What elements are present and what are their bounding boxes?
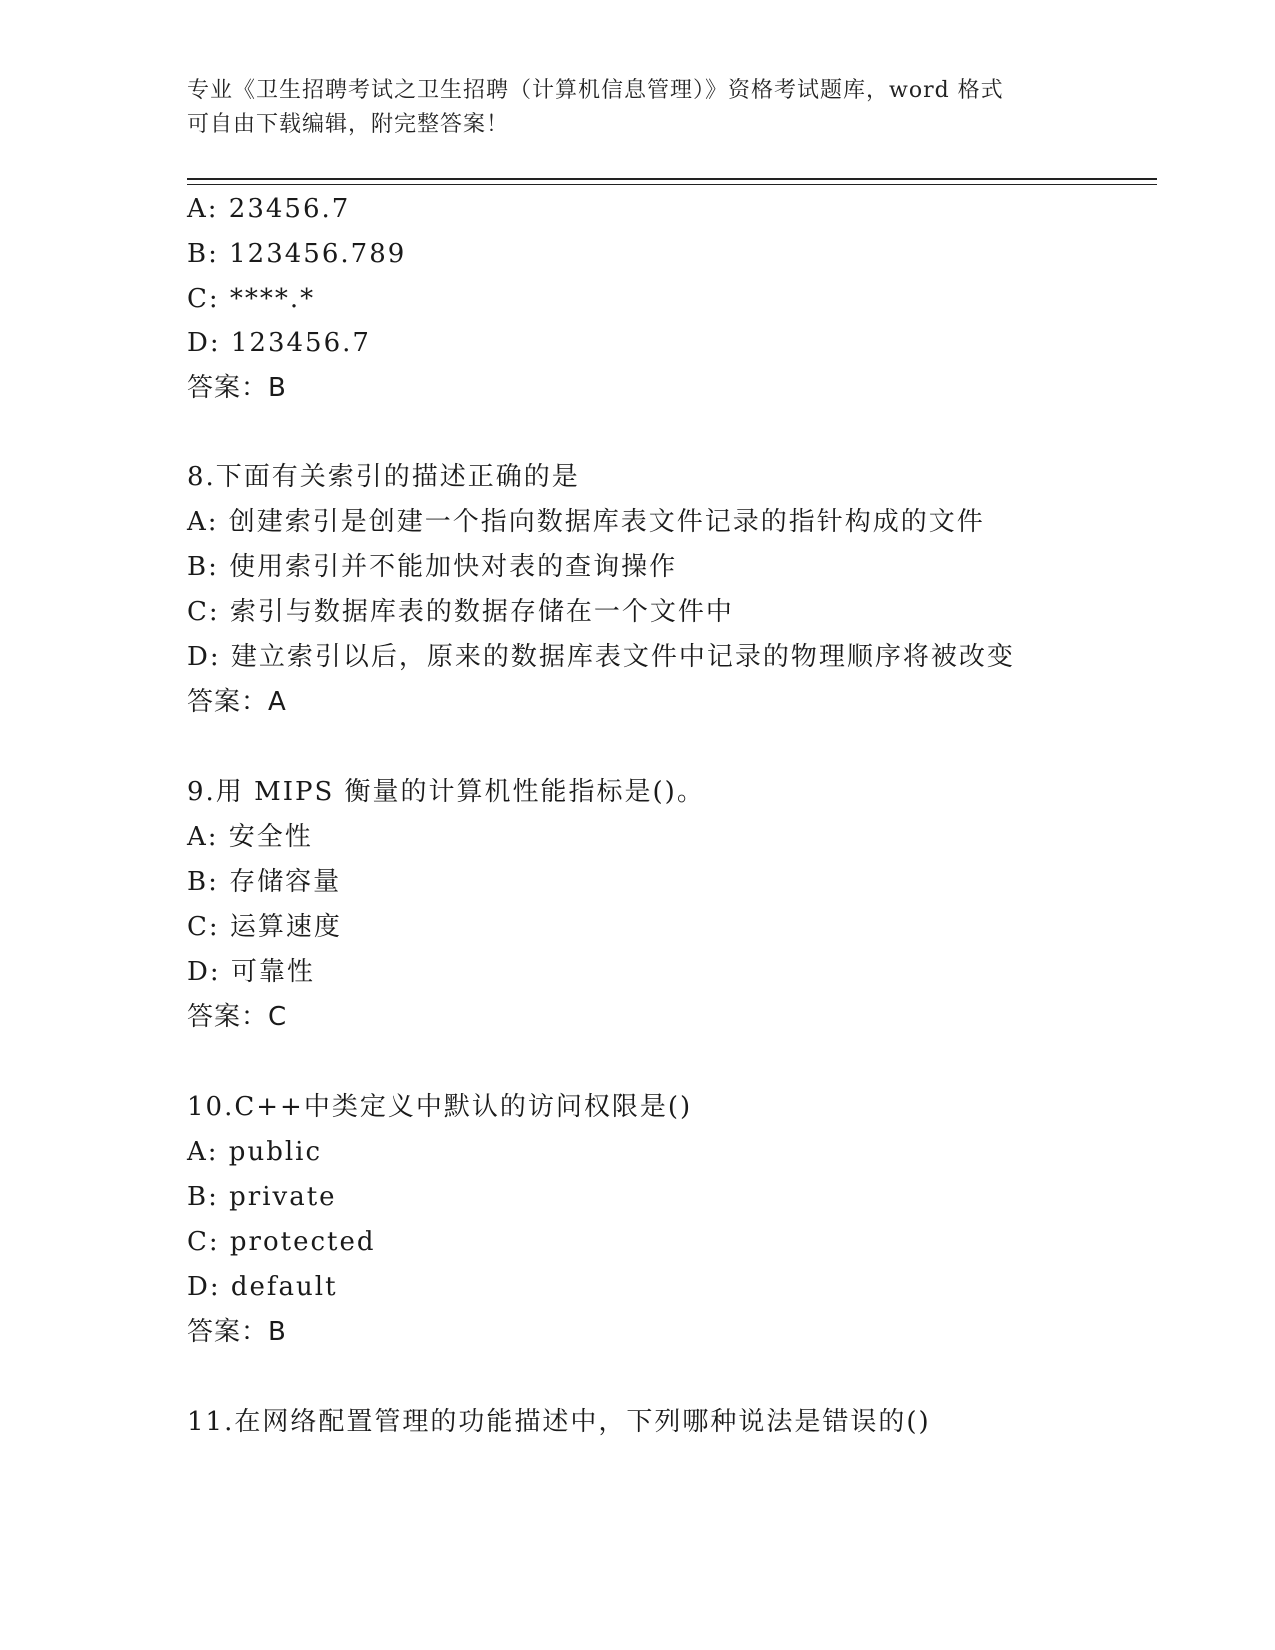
q10-option-b: B: private bbox=[187, 1182, 337, 1212]
q9-question: 9.用 MIPS 衡量的计算机性能指标是()。 bbox=[187, 777, 705, 807]
q11-question: 11.在网络配置管理的功能描述中，下列哪种说法是错误的() bbox=[187, 1407, 931, 1437]
q8-option-d: D: 建立索引以后，原来的数据库表文件中记录的物理顺序将被改变 bbox=[187, 642, 1015, 672]
q8-answer: 答案：A bbox=[187, 687, 287, 717]
q7-answer: 答案：B bbox=[187, 373, 287, 403]
q7-option-b: B: 123456.789 bbox=[187, 239, 407, 269]
q7-option-c: C: ****.* bbox=[187, 284, 316, 314]
header-rule-thin bbox=[187, 184, 1157, 185]
q7-option-d: D: 123456.7 bbox=[187, 328, 371, 358]
q9-option-a: A: 安全性 bbox=[187, 822, 313, 852]
page-header bbox=[187, 74, 1087, 142]
q10-answer: 答案：B bbox=[187, 1317, 287, 1347]
header-line-2: 可自由下载编辑，附完整答案！ bbox=[187, 112, 510, 137]
q8-option-c: C: 索引与数据库表的数据存储在一个文件中 bbox=[187, 597, 734, 627]
q8-question: 8.下面有关索引的描述正确的是 bbox=[187, 462, 580, 492]
q9-option-b: B: 存储容量 bbox=[187, 867, 342, 897]
q9-option-d: D: 可靠性 bbox=[187, 957, 315, 987]
q9-answer: 答案：C bbox=[187, 1002, 288, 1032]
q10-option-a: A: public bbox=[187, 1137, 323, 1167]
q10-option-c: C: protected bbox=[187, 1227, 376, 1257]
header-line-1: 专业《卫生招聘考试之卫生招聘（计算机信息管理）》资格考试题库，word 格式 bbox=[187, 78, 1004, 103]
q10-option-d: D: default bbox=[187, 1272, 338, 1302]
q9-option-c: C: 运算速度 bbox=[187, 912, 342, 942]
q10-question: 10.C++中类定义中默认的访问权限是() bbox=[187, 1092, 693, 1122]
q7-option-a: A: 23456.7 bbox=[187, 194, 351, 224]
q8-option-a: A: 创建索引是创建一个指向数据库表文件记录的指针构成的文件 bbox=[187, 507, 985, 537]
header-rule-thick bbox=[187, 178, 1157, 180]
q8-option-b: B: 使用索引并不能加快对表的查询操作 bbox=[187, 552, 678, 582]
